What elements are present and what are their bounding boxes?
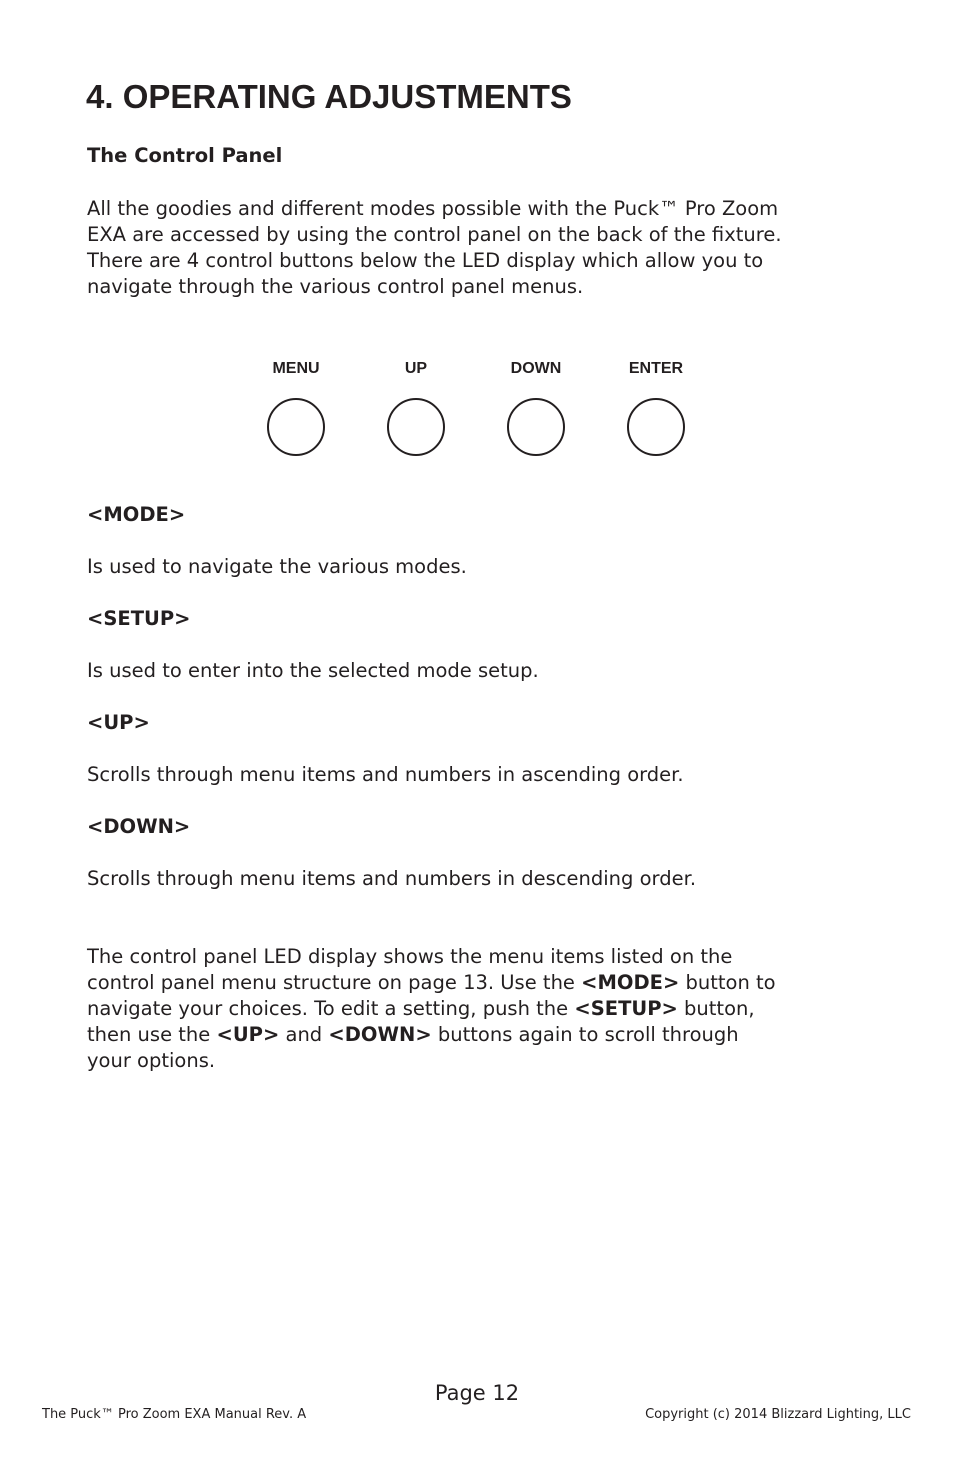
mode-heading: <MODE> xyxy=(87,503,186,526)
control-panel-diagram xyxy=(0,355,954,465)
mode-description: Is used to navigate the various modes. xyxy=(87,555,467,578)
footer-copyright: Copyright (c) 2014 Blizzard Lighting, LLC xyxy=(645,1407,911,1422)
enter-button-icon xyxy=(627,398,685,456)
closing-text: then use the xyxy=(87,1023,217,1046)
down-description: Scrolls through menu items and numbers in descending order. xyxy=(87,867,697,890)
closing-text: button, xyxy=(677,997,755,1020)
closing-text: your options. xyxy=(87,1049,216,1072)
down-control xyxy=(476,355,596,465)
intro-line: There are 4 control buttons below the LED display which allow you to xyxy=(87,249,764,272)
intro-line: EXA are accessed by using the control panel on the back of the fixture. xyxy=(87,223,782,246)
menu-button-icon xyxy=(267,398,325,456)
setup-description: Is used to enter into the selected mode setup. xyxy=(87,659,539,682)
closing-text: navigate your choices. To edit a setting, push the xyxy=(87,997,575,1020)
up-reference: <UP> xyxy=(216,1023,280,1046)
footer-manual-title: The Puck™ Pro Zoom EXA Manual Rev. A xyxy=(42,1407,307,1422)
intro-line: navigate through the various control panel menus. xyxy=(87,275,584,298)
menu-control xyxy=(236,355,356,465)
up-description: Scrolls through menu items and numbers in ascending order. xyxy=(87,763,684,786)
up-button-icon xyxy=(387,398,445,456)
enter-control xyxy=(596,355,716,465)
down-button-icon xyxy=(507,398,565,456)
page-title: 4. OPERATING ADJUSTMENTS xyxy=(86,78,572,115)
up-label: UP xyxy=(404,360,428,377)
page-number: Page 12 xyxy=(434,1381,520,1405)
enter-label: ENTER xyxy=(628,360,684,377)
menu-label: MENU xyxy=(272,360,320,377)
closing-line xyxy=(87,944,877,970)
up-heading: <UP> xyxy=(87,711,150,734)
closing-text: The control panel LED display shows the menu items listed on the xyxy=(87,945,733,968)
up-control xyxy=(356,355,476,465)
down-heading: <DOWN> xyxy=(87,815,191,838)
closing-paragraph xyxy=(87,944,877,1074)
closing-text: buttons again to scroll through xyxy=(431,1023,739,1046)
control-panel-heading: The Control Panel xyxy=(87,144,283,167)
setup-reference: <SETUP> xyxy=(574,997,678,1020)
intro-paragraph xyxy=(87,196,877,300)
closing-line xyxy=(87,1022,877,1048)
closing-line xyxy=(87,1048,877,1074)
closing-text: button to xyxy=(679,971,776,994)
mode-reference: <MODE> xyxy=(581,971,680,994)
closing-text: control panel menu structure on page 13. Use the xyxy=(87,971,582,994)
closing-line xyxy=(87,996,877,1022)
setup-heading: <SETUP> xyxy=(87,607,191,630)
closing-text: and xyxy=(279,1023,329,1046)
intro-line: All the goodies and different modes possible with the Puck™ Pro Zoom xyxy=(87,197,779,220)
down-reference: <DOWN> xyxy=(328,1023,432,1046)
down-label: DOWN xyxy=(510,360,562,377)
closing-line xyxy=(87,970,877,996)
